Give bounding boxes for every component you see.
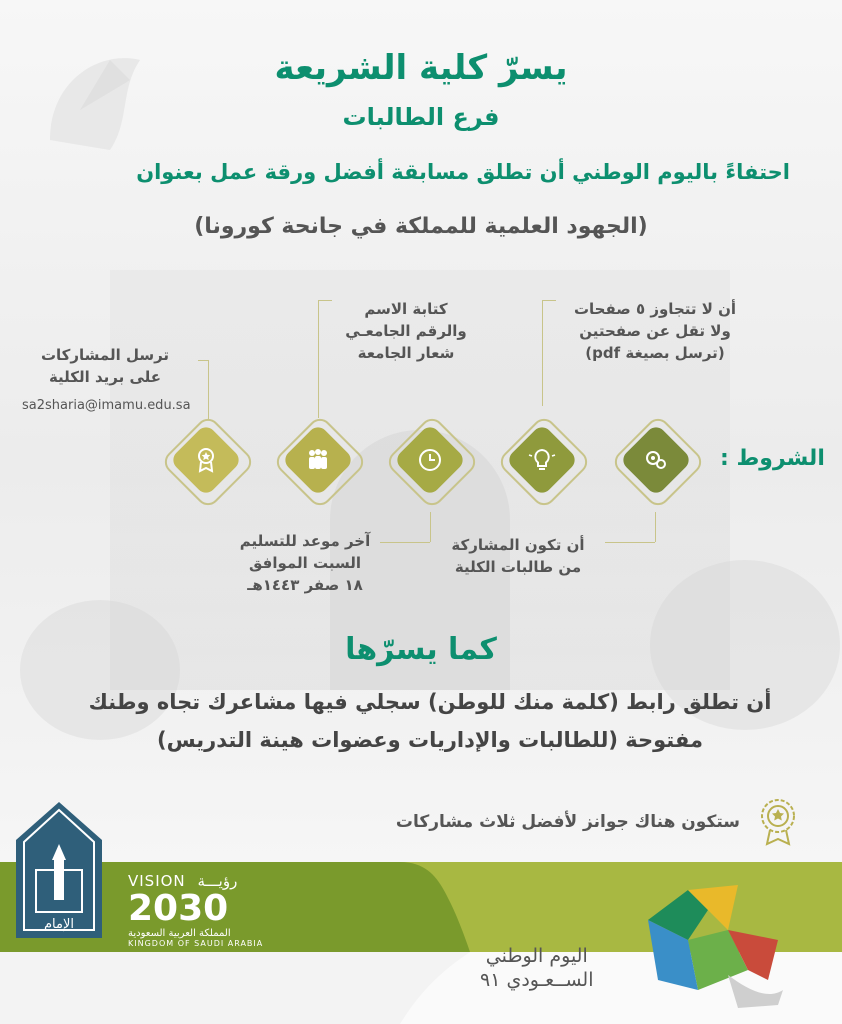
background-tree [20,600,180,740]
note-line: كتابة الاسم [364,300,448,318]
kingdom-en: KINGDOM OF SAUDI ARABIA [128,939,264,948]
note-line: أن تكون المشاركة [451,536,585,554]
watermark-logo-icon [20,20,180,180]
vision-ar: رؤيـــة [197,872,238,890]
note-line: أن لا تتجاوز ٥ صفحات [573,300,737,318]
link-description-line1: أن تطلق رابط (كلمة منك للوطن) سجلي فيها مشاعرك تجاه وطنك [88,690,772,714]
gear-icon [636,440,676,480]
note-line: على بريد الكلية [48,368,162,386]
national-day-label [480,944,594,992]
note-line: السبت الموافق [249,554,361,572]
note-deadline [230,530,380,596]
note-name [316,298,496,364]
note-line: من طالبات الكلية [454,558,582,576]
note-pages [540,298,770,364]
also-title: كما يسرّها [345,632,497,667]
award-icon [186,440,226,480]
note-line: آخر موعد للتسليم [239,532,371,550]
vision-en: VISION [128,872,186,890]
connector-line [430,512,431,542]
people-icon [298,440,338,480]
note-line: ترسل المشاركات [40,346,170,364]
note-line: (ترسل بصيغة pdf) [585,344,725,362]
national-day-line: الســعـودي ٩١ [480,969,594,991]
page-subtitle: فرع الطالبات [342,103,500,131]
intro-text: احتفاءً باليوم الوطني أن تطلق مسابقة أفضل ورقة عمل بعنوان [136,160,790,184]
link-description-line2: مفتوحة (للطالبات والإداريات وعضوات هينة التدريس) [157,728,703,752]
page-title: يسرّ كلية الشريعة [274,48,568,88]
note-line: ١٨ صفر ١٤٤٣هـ [247,576,363,594]
vision-2030-logo [128,872,263,948]
medal-icon [756,796,800,848]
university-logo-icon [14,800,104,940]
connector-line [655,512,656,542]
note-line: شعار الجامعة [357,344,455,362]
clock-icon [410,440,450,480]
note-line: ولا تقل عن صفحتين [579,322,731,340]
national-day-logo-icon [628,880,788,1010]
connector-line [380,542,430,543]
national-day-line: اليوم الوطني [485,945,588,967]
connector-line [605,542,655,543]
note-line: والرقم الجامعـي [345,322,467,340]
note-send [10,344,200,388]
college-email-link[interactable]: sa2sharia@imamu.edu.sa [22,398,191,413]
lightbulb-icon [522,440,562,480]
prize-text: ستكون هناك جوانز لأفضل ثلاث مشاركات [395,812,740,832]
conditions-label: الشروط : [720,446,825,471]
kingdom-ar: المملكة العربية السعودية [128,928,231,939]
paper-title: (الجهود العلمية للمملكة في جانحة كورونا) [194,214,648,239]
vision-year: 2030 [128,888,229,929]
logo-text: الإمام [44,917,74,932]
note-students [438,534,598,578]
